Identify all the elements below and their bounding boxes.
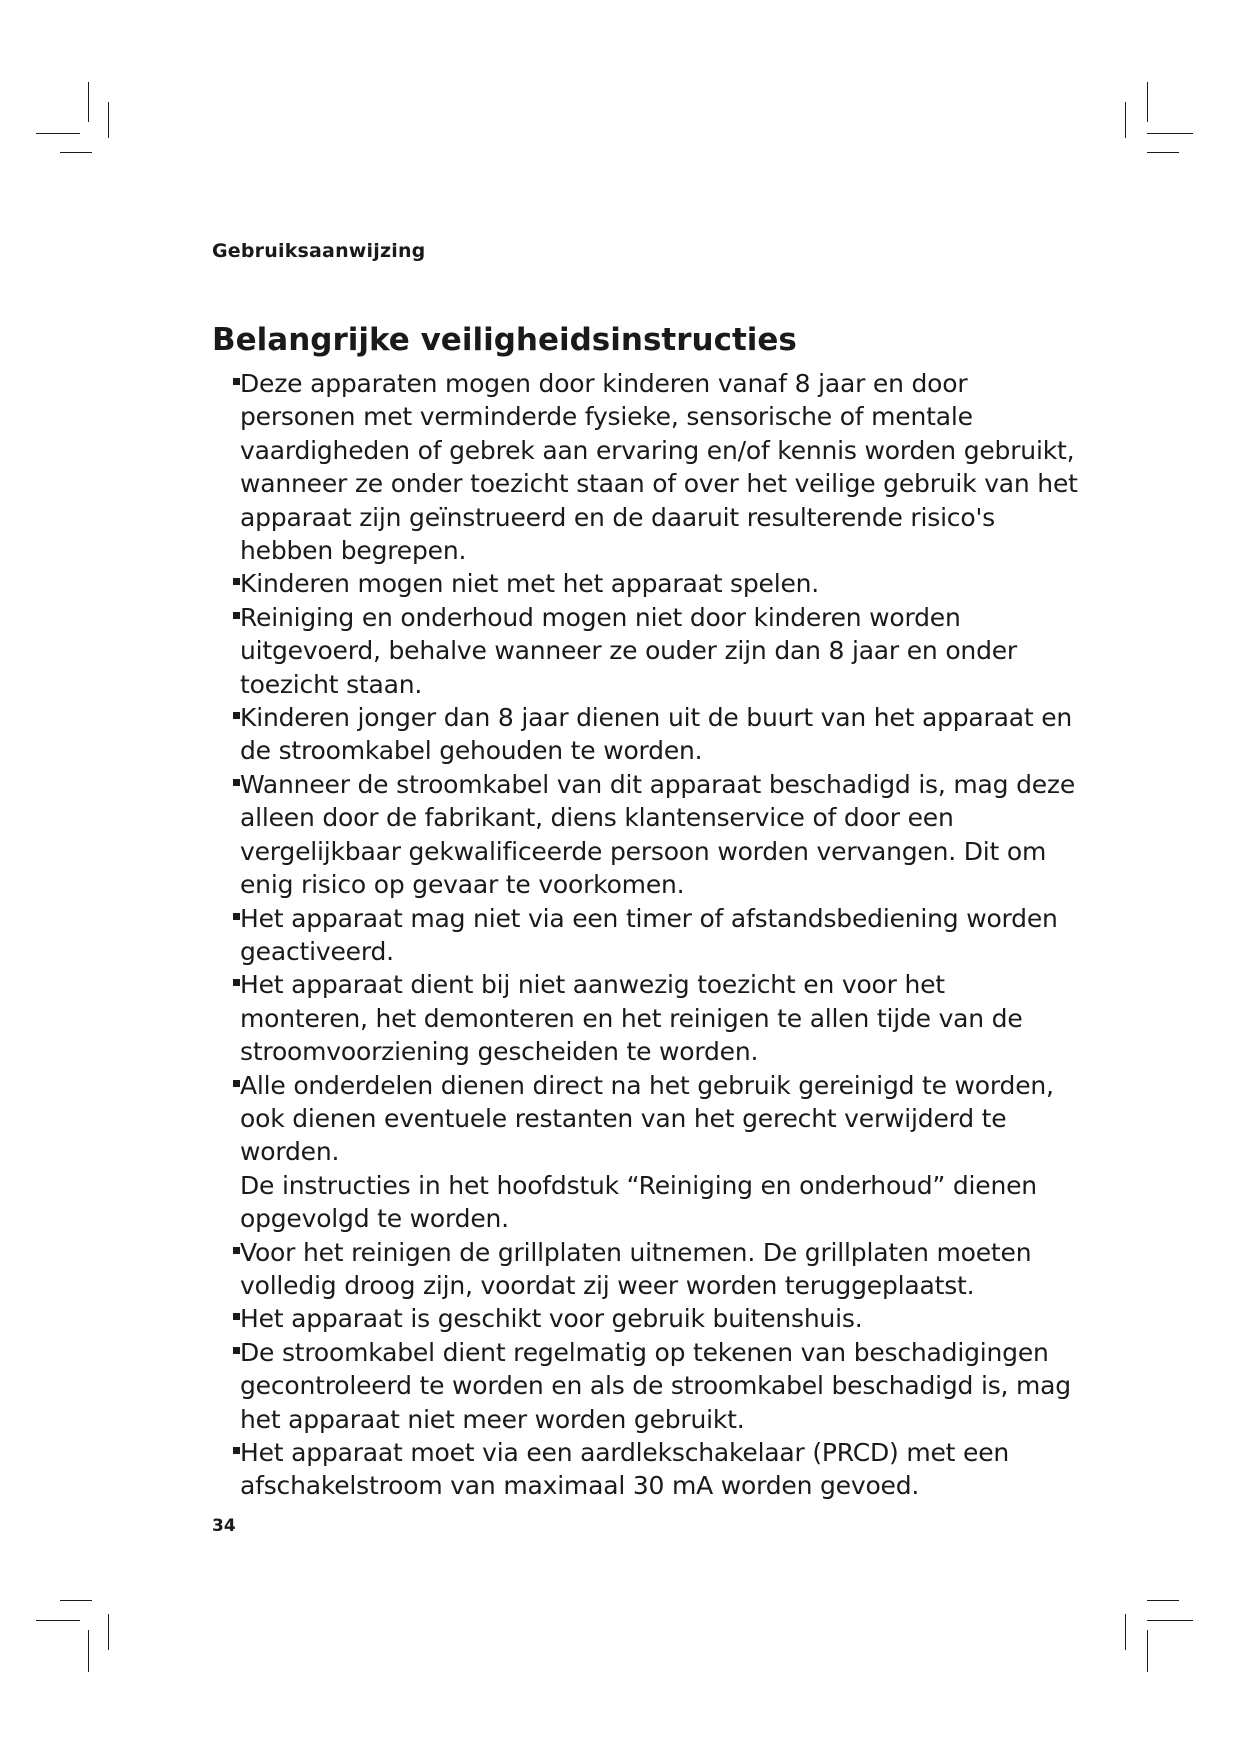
instruction-item [240, 601, 1080, 701]
crop-mark-top-left-horizontal [36, 133, 80, 134]
instruction-item [240, 567, 1080, 600]
instruction-text: Het apparaat dient bij niet aanwezig toezicht en voor het monteren, het demonteren en het reinigen te allen tijde van de stroomvoorziening gescheiden te worden. [240, 970, 1023, 1067]
crop-mark-bottom-left-horizontal-short [60, 1600, 92, 1601]
crop-mark-top-right-vertical [1147, 82, 1148, 122]
instruction-item [240, 367, 1080, 567]
crop-mark-bottom-left-vertical [88, 1630, 89, 1672]
square-bullet-icon [233, 979, 240, 986]
crop-mark-top-left-horizontal-short [60, 152, 92, 153]
square-bullet-icon [233, 378, 240, 385]
running-head: Gebruiksaanwijzing [212, 240, 426, 262]
crop-mark-bottom-right-horizontal-short [1147, 1600, 1179, 1601]
instruction-text: Reiniging en onderhoud mogen niet door kinderen worden uitgevoerd, behalve wanneer ze ouder zijn dan 8 jaar en onder toezicht staan. [240, 602, 1017, 699]
page-number: 34 [212, 1516, 236, 1536]
instruction-text: Wanneer de stroomkabel van dit apparaat beschadigd is, mag deze alleen door de fabrikant, diens klantenservice of door een vergelijkbaar gekwalificeerde persoon worden vervangen. Dit om enig risico op gevaar te voorkomen. [240, 769, 1076, 900]
instruction-text: Kinderen jonger dan 8 jaar dienen uit de buurt van het apparaat en de stroomkabel gehouden te worden. [240, 703, 1073, 766]
crop-mark-bottom-right-vertical [1147, 1630, 1148, 1672]
instruction-item [240, 1236, 1080, 1303]
square-bullet-icon [233, 612, 240, 619]
crop-mark-bottom-right-horizontal [1147, 1620, 1193, 1621]
square-bullet-icon [233, 578, 240, 585]
square-bullet-icon [233, 1447, 240, 1454]
instruction-text: Kinderen mogen niet met het apparaat spelen. [240, 569, 820, 599]
instruction-text: Alle onderdelen dienen direct na het gebruik gereinigd te worden, ook dienen eventuele restanten van het gerecht verwijderd te worden. [240, 1070, 1054, 1167]
crop-mark-top-right-vertical-short [1125, 102, 1126, 138]
crop-mark-bottom-right-vertical-short [1125, 1614, 1126, 1650]
square-bullet-icon [233, 1347, 240, 1354]
instruction-item [240, 902, 1080, 969]
instruction-item [240, 701, 1080, 768]
square-bullet-icon [233, 913, 240, 920]
square-bullet-icon [233, 712, 240, 719]
instruction-item [240, 768, 1080, 902]
square-bullet-icon [233, 779, 240, 786]
instruction-item [240, 1436, 1080, 1503]
instruction-text: Het apparaat mag niet via een timer of afstandsbediening worden geactiveerd. [240, 903, 1058, 966]
instruction-item [240, 1336, 1080, 1436]
instruction-item [240, 1069, 1080, 1236]
crop-mark-top-left-vertical [88, 82, 89, 122]
crop-mark-top-right-horizontal-short [1147, 152, 1179, 153]
square-bullet-icon [233, 1080, 240, 1087]
section-title: Belangrijke veiligheidsinstructies [212, 322, 797, 358]
crop-mark-top-left-vertical-short [108, 102, 109, 138]
square-bullet-icon [233, 1247, 240, 1254]
instruction-text: Voor het reinigen de grillplaten uitnemen. De grillplaten moeten volledig droog zijn, voordat zij weer worden teruggeplaatst. [240, 1237, 1032, 1300]
instruction-text: Deze apparaten mogen door kinderen vanaf 8 jaar en door personen met verminderde fysieke, sensorische of mentale vaardigheden of gebrek aan ervaring en/of kennis worden gebruikt, wanneer ze onder toezicht staan of over het veilige gebruik van het apparaat zijn geïnstrueerd en de daaruit resulterende risico's hebben begrepen. [240, 369, 1078, 566]
safety-instructions-list [240, 367, 1080, 1503]
instruction-text: Het apparaat moet via een aardlekschakelaar (PRCD) met een afschakelstroom van maximaal 30 mA worden gevoed. [240, 1438, 1010, 1501]
crop-mark-top-right-horizontal [1147, 133, 1193, 134]
crop-mark-bottom-left-vertical-short [108, 1614, 109, 1650]
crop-mark-bottom-left-horizontal [36, 1620, 80, 1621]
instruction-note: De instructies in het hoofdstuk “Reiniging en onderhoud” dienen opgevolgd te worden. [240, 1170, 1037, 1234]
instruction-text: Het apparaat is geschikt voor gebruik buitenshuis. [240, 1304, 863, 1334]
instruction-text: De stroomkabel dient regelmatig op tekenen van beschadigingen gecontroleerd te worden en als de stroomkabel beschadigd is, mag het apparaat niet meer worden gebruikt. [240, 1337, 1071, 1434]
square-bullet-icon [233, 1313, 240, 1320]
instruction-item [240, 968, 1080, 1068]
instruction-item [240, 1302, 1080, 1335]
